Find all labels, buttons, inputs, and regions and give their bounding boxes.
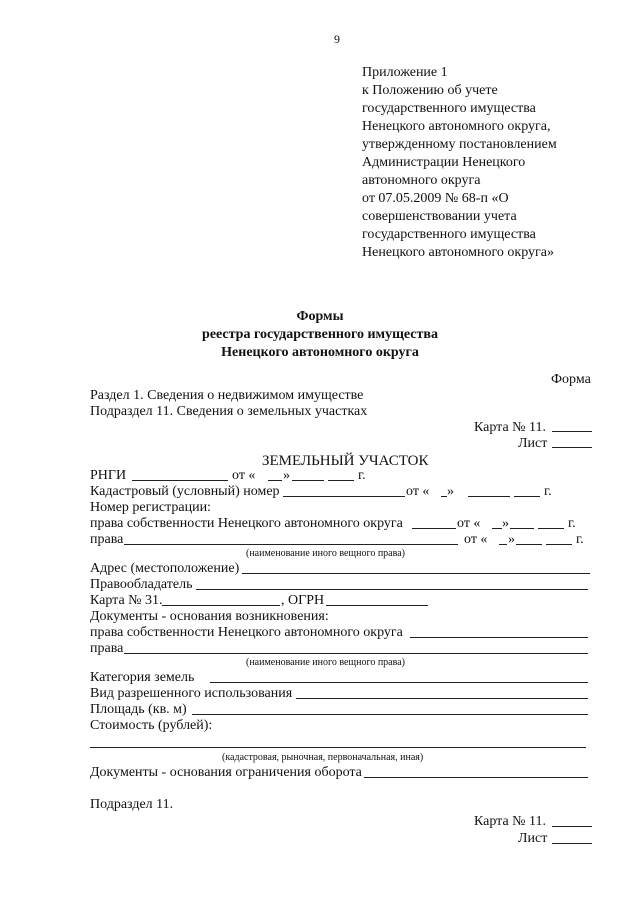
footer-subsection: Подраздел 11. bbox=[90, 797, 174, 812]
appendix-line: Ненецкого автономного округа, bbox=[362, 119, 551, 134]
title-line-2: реестра государственного имущества bbox=[202, 327, 438, 342]
land-category-blank bbox=[210, 682, 588, 683]
address-blank bbox=[242, 573, 590, 574]
title-line-1: Формы bbox=[296, 309, 344, 324]
cost-blank bbox=[90, 747, 586, 748]
other-right-blank bbox=[124, 544, 458, 545]
restriction-docs-label: Документы - основания ограничения оборота bbox=[90, 765, 362, 780]
cadastral-date-close: » bbox=[447, 484, 454, 499]
cost-label: Стоимость (рублей): bbox=[90, 718, 213, 733]
rngi-date-from: от « bbox=[232, 468, 256, 483]
appendix-line: утвержденному постановлением bbox=[362, 137, 557, 152]
other-right-caption: (наименование иного вещного права) bbox=[246, 548, 405, 559]
ogrn-label: , ОГРН bbox=[281, 593, 325, 608]
restriction-docs-blank bbox=[364, 777, 588, 778]
ownership-label: права собственности Ненецкого автономного округа bbox=[90, 516, 403, 531]
permitted-use-label: Вид разрешенного использования bbox=[90, 686, 293, 701]
permitted-use-blank bbox=[296, 698, 588, 699]
form-label: Форма bbox=[551, 372, 591, 387]
docs-other-right-blank bbox=[124, 653, 588, 654]
reg-number-label: Номер регистрации: bbox=[90, 500, 211, 515]
appendix-line: от 07.05.2009 № 68-п «О bbox=[362, 191, 509, 206]
card31-blank bbox=[162, 605, 280, 606]
ownership-blank bbox=[412, 528, 456, 529]
other-right-month-blank bbox=[516, 544, 542, 545]
ownership-month-blank bbox=[510, 528, 534, 529]
cadastral-year-label: г. bbox=[544, 484, 552, 499]
address-label: Адрес (местоположение) bbox=[90, 561, 240, 576]
ownership-day-blank bbox=[492, 528, 502, 529]
rngi-year-label: г. bbox=[358, 468, 366, 483]
card-number-label: Карта № 11. bbox=[474, 420, 547, 435]
rngi-date-close: » bbox=[283, 468, 290, 483]
rngi-blank bbox=[132, 480, 228, 481]
other-right-year-blank bbox=[546, 544, 572, 545]
cadastral-date-from: от « bbox=[406, 484, 430, 499]
rngi-month-blank bbox=[292, 480, 324, 481]
holder-label: Правообладатель bbox=[90, 577, 193, 592]
ownership-date-from: от « bbox=[457, 516, 481, 531]
appendix-line: совершенствовании учета bbox=[362, 209, 517, 224]
ownership-date-close: » bbox=[502, 516, 509, 531]
appendix-line: автономного округа bbox=[362, 173, 481, 188]
subsection-heading: Подраздел 11. Сведения о земельных участках bbox=[90, 404, 368, 419]
cadastral-label: Кадастровый (условный) номер bbox=[90, 484, 280, 499]
ownership-year-label: г. bbox=[568, 516, 576, 531]
rngi-label: РНГИ bbox=[90, 468, 127, 483]
docs-ownership-label: права собственности Ненецкого автономного округа bbox=[90, 625, 403, 640]
appendix-line: к Положению об учете bbox=[362, 83, 498, 98]
appendix-line: Администрации Ненецкого bbox=[362, 155, 526, 170]
form-title: ЗЕМЕЛЬНЫЙ УЧАСТОК bbox=[262, 453, 429, 469]
other-right-label: права bbox=[90, 532, 124, 547]
ownership-year-blank bbox=[538, 528, 564, 529]
card31-label: Карта № 31. bbox=[90, 593, 163, 608]
appendix-block bbox=[362, 64, 557, 262]
footer-sheet-label: Лист bbox=[518, 831, 548, 846]
sheet-blank bbox=[552, 447, 592, 448]
appendix-line: государственного имущества bbox=[362, 101, 536, 116]
section-heading: Раздел 1. Сведения о недвижимом имуществе bbox=[90, 388, 364, 403]
footer-card-blank bbox=[552, 826, 592, 827]
ogrn-blank bbox=[326, 605, 428, 606]
docs-ownership-blank bbox=[410, 637, 588, 638]
rngi-year-blank bbox=[328, 480, 354, 481]
holder-blank bbox=[196, 589, 588, 590]
cost-caption: (кадастровая, рыночная, первоначальная, иная) bbox=[222, 752, 424, 763]
other-right-date-from: от « bbox=[464, 532, 488, 547]
page-number: 9 bbox=[334, 32, 340, 46]
footer-card-label: Карта № 11. bbox=[474, 814, 547, 829]
footer-sheet-blank bbox=[552, 843, 592, 844]
documents-basis-label: Документы - основания возникновения: bbox=[90, 609, 329, 624]
appendix-line: Ненецкого автономного округа» bbox=[362, 245, 554, 260]
doc-title bbox=[0, 308, 640, 362]
cadastral-year-blank bbox=[514, 496, 540, 497]
area-blank bbox=[192, 714, 588, 715]
other-right-year-label: г. bbox=[576, 532, 584, 547]
area-label: Площадь (кв. м) bbox=[90, 702, 187, 717]
land-category-label: Категория земель bbox=[90, 670, 195, 685]
rngi-day-blank bbox=[268, 480, 282, 481]
appendix-line: Приложение 1 bbox=[362, 65, 448, 80]
title-line-3: Ненецкого автономного округа bbox=[221, 345, 419, 360]
appendix-line: государственного имущества bbox=[362, 227, 536, 242]
cadastral-month-blank bbox=[468, 496, 510, 497]
sheet-label: Лист bbox=[518, 436, 548, 451]
other-right-day-blank bbox=[499, 544, 507, 545]
card-number-blank bbox=[552, 431, 592, 432]
docs-other-right-caption: (наименование иного вещного права) bbox=[246, 657, 405, 668]
other-right-date-close: » bbox=[508, 532, 515, 547]
cadastral-blank bbox=[283, 496, 405, 497]
docs-other-right-label: права bbox=[90, 641, 124, 656]
